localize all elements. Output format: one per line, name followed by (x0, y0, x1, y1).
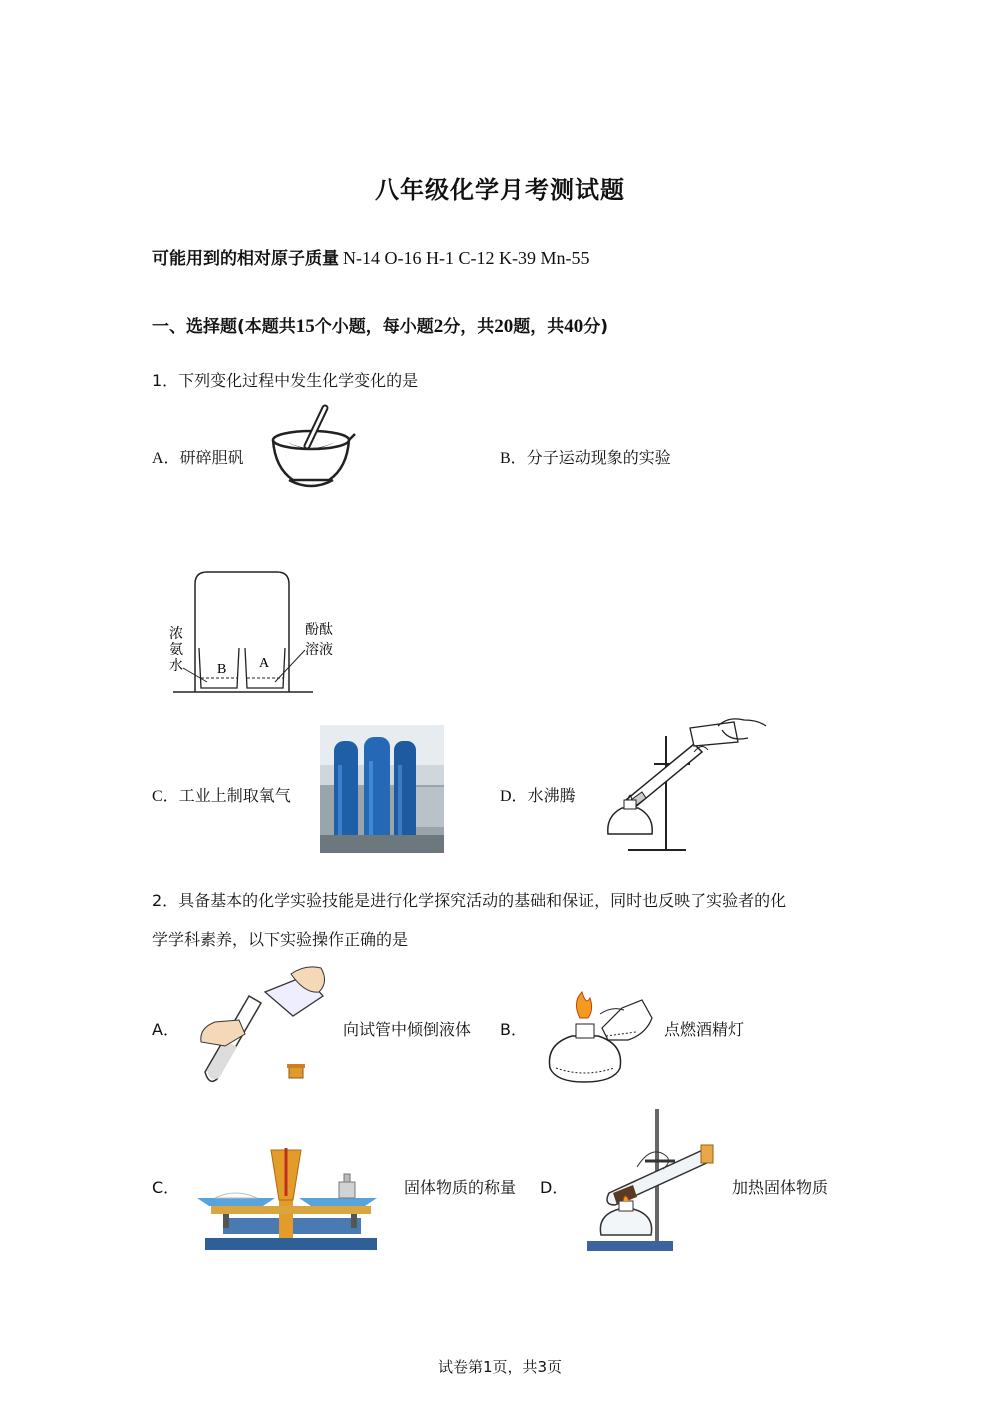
molecule-motion-figure (165, 570, 345, 695)
heating-solid-figure (585, 1105, 725, 1255)
pouring-liquid-figure (195, 962, 335, 1087)
label-water: 水 (169, 659, 183, 674)
question-1-stem: 1．下列变化过程中发生化学变化的是 (152, 371, 419, 390)
balance-figure (195, 1140, 390, 1252)
industrial-oxygen-photo (320, 725, 444, 853)
option-text: 工业上制取氧气 (178, 786, 291, 805)
option-letter: B． (500, 450, 527, 467)
section-heading-num: 15 (295, 316, 315, 337)
mortar-pestle-figure (265, 402, 360, 497)
q2-option-c-text: 固体物质的称量 (404, 1178, 517, 1197)
label-solution: 溶液 (305, 643, 333, 658)
q1-option-d (500, 783, 576, 806)
q2-option-a-text: 向试管中倾倒液体 (343, 1020, 472, 1039)
label-concentrated: 浓 (169, 627, 183, 642)
option-letter: A． (152, 450, 180, 467)
atomic-mass-values: N-14 O-16 H-1 C-12 K-39 Mn-55 (343, 248, 590, 268)
question-2-stem-line1: 2．具备基本的化学实验技能是进行化学探究活动的基础和保证，同时也反映了实验者的化 (152, 891, 787, 910)
section-heading-part: 一、选择题(本题共 (152, 317, 296, 337)
q1-option-b (500, 445, 671, 468)
q2-option-a-letter: A． (152, 1020, 179, 1039)
option-text: 水沸腾 (527, 786, 576, 805)
option-letter: D． (500, 788, 528, 805)
option-text: 分子运动现象的实验 (526, 448, 671, 467)
section-heading-num: 20 (494, 316, 514, 337)
atomic-mass-label: 可能用到的相对原子质量 (152, 249, 339, 269)
q2-option-b-text: 点燃酒精灯 (664, 1020, 745, 1039)
q1-option-c (152, 783, 291, 806)
section-heading-num: 40 (564, 316, 584, 337)
atomic-mass-line (152, 244, 589, 269)
boiling-water-figure (598, 712, 768, 854)
q1-option-a (152, 445, 244, 468)
section-heading (152, 312, 608, 338)
beaker-a-label: A (259, 656, 270, 671)
q2-option-b-letter: B． (500, 1020, 527, 1039)
alcohol-lamp-figure (542, 988, 657, 1088)
label-phenolphthalein: 酚酞 (305, 623, 333, 638)
q2-option-d-text: 加热固体物质 (732, 1178, 829, 1197)
question-2-stem-line2: 学学科素养，以下实验操作正确的是 (152, 930, 409, 949)
page-footer: 试卷第1页，共3页 (437, 1358, 563, 1376)
label-ammonia: 氨 (169, 643, 183, 658)
q2-option-c-letter: C． (152, 1178, 180, 1197)
section-heading-part: 个小题，每小题 (314, 317, 434, 337)
beaker-b-label: B (217, 662, 227, 677)
page-title: 八年级化学月考测试题 (375, 176, 625, 204)
option-letter: C． (152, 788, 179, 805)
q2-option-d-letter: D． (540, 1178, 569, 1197)
section-heading-part: 题，共 (513, 317, 565, 337)
section-heading-part: 分，共 (443, 317, 495, 337)
section-heading-part: 分) (583, 317, 609, 337)
section-heading-num: 2 (433, 316, 444, 337)
option-text: 研碎胆矾 (179, 448, 244, 467)
